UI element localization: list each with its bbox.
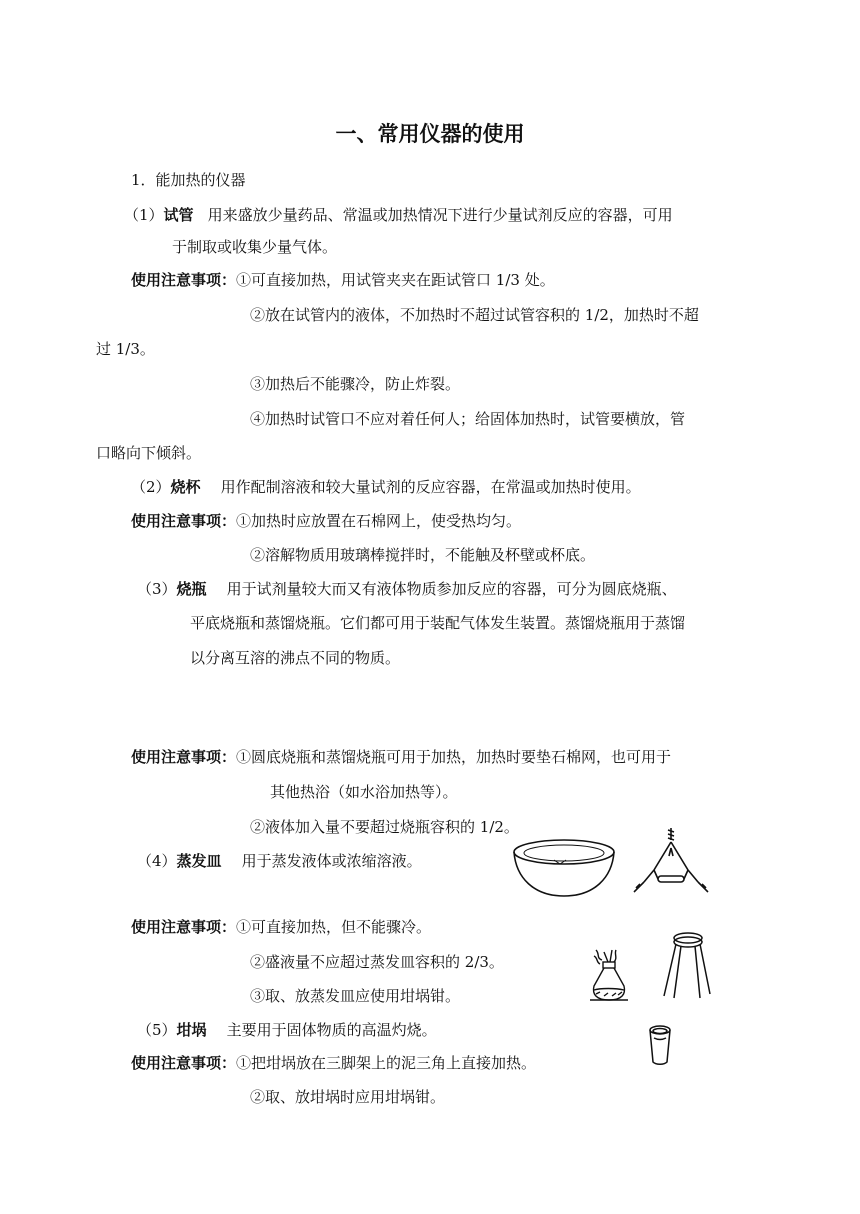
item-number: （4）	[137, 852, 177, 870]
item-desc: 用作配制溶液和较大量试剂的反应容器，在常温或加热时使用。	[220, 478, 641, 496]
item-crucible	[137, 1020, 437, 1040]
item-desc-cont: 平底烧瓶和蒸馏烧瓶。它们都可用于装配气体发生装置。蒸馏烧瓶用于蒸馏	[190, 614, 686, 632]
note: ②盛液量不应超过蒸发皿容积的 2/3。	[250, 953, 504, 971]
note-cont: 其他热浴（如水浴加热等）。	[270, 783, 458, 801]
note: ①可直接加热，用试管夹夹在距试管口 1/3 处。	[236, 271, 555, 289]
item-name: 烧杯	[170, 478, 201, 496]
note: ④加热时试管口不应对着任何人；给固体加热时，试管要横放，管	[250, 410, 686, 428]
notes-line	[131, 511, 521, 531]
notes-line	[131, 1053, 536, 1073]
item-desc-cont: 于制取或收集少量气体。	[172, 238, 338, 256]
item-desc-cont: 以分离互溶的沸点不同的物质。	[190, 649, 401, 667]
note: ②溶解物质用玻璃棒搅拌时，不能触及杯壁或杯底。	[250, 546, 596, 564]
note: ②取、放坩埚时应用坩埚钳。	[250, 1088, 446, 1106]
item-number: （3）	[137, 580, 177, 598]
item-beaker	[131, 477, 641, 497]
note: ①圆底烧瓶和蒸馏烧瓶可用于加热，加热时要垫石棉网，也可用于	[236, 748, 672, 766]
notes-label: 使用注意事项：	[131, 1054, 237, 1072]
note: ①加热时应放置在石棉网上，使受热均匀。	[236, 512, 522, 530]
notes-label: 使用注意事项：	[131, 512, 237, 530]
note: ①可直接加热，但不能骤冷。	[236, 918, 432, 936]
item-number: （2）	[131, 478, 171, 496]
item-evaporating-dish	[137, 851, 422, 871]
item-name: 烧瓶	[176, 580, 207, 598]
item-desc: 主要用于固体物质的高温灼烧。	[226, 1021, 437, 1039]
note-cont: 过 1/3。	[96, 340, 155, 358]
note: ②放在试管内的液体，不加热时不超过试管容积的 1/2，加热时不超	[250, 306, 699, 324]
crucible-icon	[648, 1024, 672, 1066]
note-cont: 口略向下倾斜。	[96, 444, 202, 462]
item-name: 蒸发皿	[176, 852, 222, 870]
item-test-tube	[124, 205, 673, 225]
tripod-stand-icon	[660, 930, 712, 1000]
item-name: 坩埚	[176, 1021, 207, 1039]
item-name: 试管	[163, 206, 194, 224]
evaporating-dish-icon	[512, 838, 616, 900]
notes-label: 使用注意事项：	[131, 748, 237, 766]
item-number: （5）	[137, 1021, 177, 1039]
note: ②液体加入量不要超过烧瓶容积的 1/2。	[250, 818, 519, 836]
section-heading: 1．能加热的仪器	[131, 171, 246, 189]
page-title: 一、常用仪器的使用	[335, 122, 525, 146]
note: ③取、放蒸发皿应使用坩埚钳。	[250, 987, 461, 1005]
notes-line	[131, 747, 671, 767]
item-desc: 用来盛放少量药品、常温或加热情况下进行少量试剂反应的容器，可用	[207, 206, 673, 224]
alcohol-lamp-icon	[586, 946, 632, 1006]
notes-line	[131, 270, 555, 290]
notes-line	[131, 917, 431, 937]
notes-label: 使用注意事项：	[131, 271, 237, 289]
notes-label: 使用注意事项：	[131, 918, 237, 936]
clay-triangle-icon	[630, 826, 712, 900]
note: ③加热后不能骤冷，防止炸裂。	[250, 375, 461, 393]
item-flask	[137, 579, 677, 599]
item-desc: 用于蒸发液体或浓缩溶液。	[241, 852, 422, 870]
item-number: （1）	[124, 206, 164, 224]
item-desc: 用于试剂量较大而又有液体物质参加反应的容器，可分为圆底烧瓶、	[226, 580, 677, 598]
note: ①把坩埚放在三脚架上的泥三角上直接加热。	[236, 1054, 537, 1072]
